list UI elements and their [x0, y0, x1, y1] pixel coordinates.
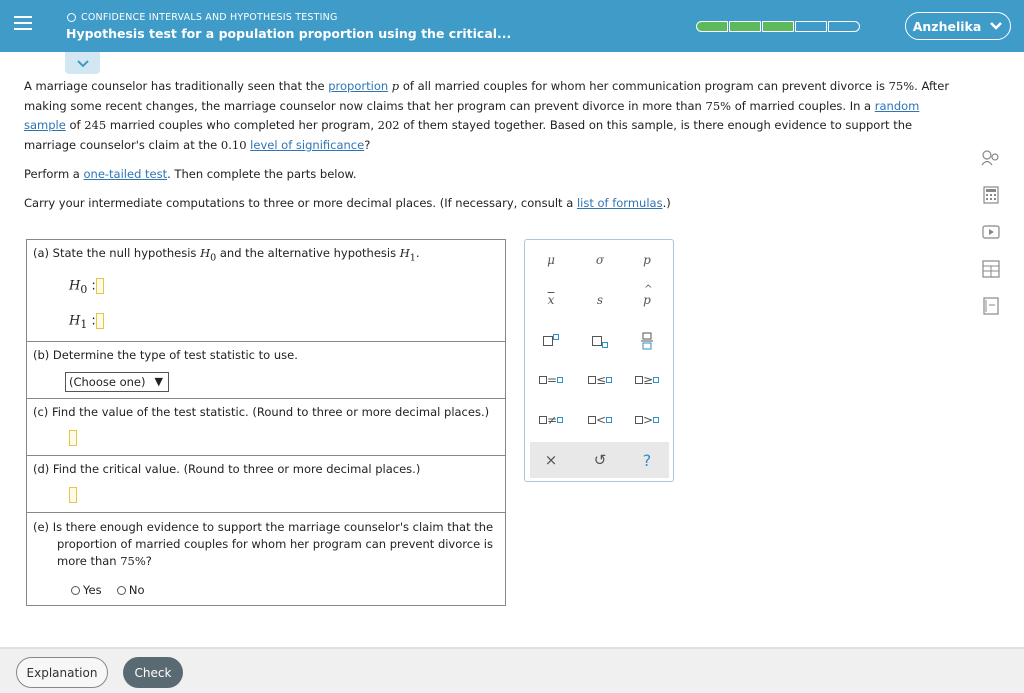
- equals-button[interactable]: =: [531, 369, 571, 391]
- textbook-icon[interactable]: [980, 295, 1002, 317]
- h1-row: $H_1$ :: [69, 313, 104, 331]
- critical-value-input[interactable]: [69, 487, 77, 503]
- link-level-of-significance[interactable]: level of significance: [250, 137, 365, 152]
- part-e: (e) Is there enough evidence to support the marriage counselor's claim that the proportion of married couples for whom her program can prevent divorce is more than 75%? Yes No: [33, 520, 494, 597]
- right-toolbar: [980, 147, 1004, 332]
- progress-segment: [795, 21, 827, 32]
- top-bar: [0, 0, 1024, 52]
- palette-actions: [530, 442, 669, 478]
- h1-input[interactable]: [96, 313, 104, 329]
- phat-button[interactable]: ^ p: [643, 284, 653, 307]
- p-button[interactable]: p: [643, 253, 651, 267]
- part-a: (a) State the null hypothesis $H_0$ and the alternative hypothesis $H_1$. $H_0$ : $H_1$ :: [27, 240, 505, 342]
- link-proportion[interactable]: proportion: [328, 79, 389, 93]
- h0-row: $H_0$ :: [69, 278, 104, 296]
- undo-icon[interactable]: ↺: [593, 451, 607, 469]
- part-d: (d) Find the critical value. (Round to three or more decimal places.): [27, 456, 505, 513]
- mu-button[interactable]: μ: [547, 253, 555, 267]
- menu-icon[interactable]: [14, 16, 32, 34]
- test-statistic-input[interactable]: [69, 430, 77, 446]
- progress-segment: [696, 21, 728, 32]
- chevron-down-icon: [76, 59, 90, 68]
- question-box: [26, 239, 506, 606]
- topic-label: CONFIDENCE INTERVALS AND HYPOTHESIS TESTING: [81, 12, 338, 23]
- symbol-palette: [524, 239, 674, 482]
- yes-no-group: Yes No: [71, 583, 145, 597]
- ask-tutor-icon[interactable]: [980, 147, 1002, 169]
- part-b: (b) Determine the type of test statistic to use. (Choose one) ▼: [27, 342, 505, 399]
- s-button[interactable]: s: [596, 293, 604, 307]
- problem-statement: A marriage counselor has traditionally seen that the proportion p of all married couples for whom her communication program can prevent divorce is 75%. After making some recent changes, the marriage counselor now claims that her program can prevent divorce in more than 75% of married couples. In a random sample of 245 married couples who completed her program, 202 of them stayed together. Based on this sample, is there enough evidence to support the marriage counselor's claim at the 0.10 level of significance?: [24, 79, 950, 152]
- xbar-button[interactable]: $\overline{x}$: [547, 293, 555, 307]
- link-random-sample[interactable]: random sample: [24, 98, 920, 132]
- subscript-button[interactable]: [580, 330, 620, 352]
- topic-line: [67, 12, 338, 23]
- sigma-button[interactable]: σ: [595, 253, 605, 267]
- link-one-tailed-test[interactable]: one-tailed test: [83, 167, 168, 181]
- radio-yes[interactable]: [71, 586, 80, 595]
- calculator-icon[interactable]: [980, 184, 1002, 206]
- instruction-carry: Carry your intermediate computations to three or more decimal places. (If necessary, consult a list of formulas.): [24, 196, 671, 210]
- less-than-button[interactable]: <: [580, 409, 620, 431]
- h0-input[interactable]: [96, 278, 104, 294]
- chevron-down-icon: [989, 21, 1003, 31]
- user-name: Anzhelika: [912, 18, 982, 34]
- link-list-of-formulas[interactable]: list of formulas: [576, 196, 663, 210]
- data-table-icon[interactable]: [980, 258, 1002, 280]
- instruction-perform: Perform a one-tailed test. Then complete the parts below.: [24, 167, 357, 181]
- dropdown-arrow-icon: ▼: [154, 375, 163, 388]
- explanation-button[interactable]: Explanation: [16, 657, 108, 688]
- fraction-button[interactable]: [627, 330, 667, 352]
- greater-than-button[interactable]: >: [627, 409, 667, 431]
- part-c: (c) Find the value of the test statistic. (Round to three or more decimal places.): [27, 399, 505, 456]
- less-equal-button[interactable]: ≤: [580, 369, 620, 391]
- superscript-button[interactable]: [531, 330, 571, 352]
- not-equal-button[interactable]: ≠: [531, 409, 571, 431]
- collapse-toggle[interactable]: [65, 52, 100, 74]
- footer-bar: [0, 647, 1024, 693]
- help-icon[interactable]: ?: [642, 450, 652, 470]
- radio-no[interactable]: [117, 586, 126, 595]
- topic-status-icon: [67, 13, 76, 22]
- progress-segment: [828, 21, 860, 32]
- progress-bar: [696, 21, 861, 32]
- user-menu-button[interactable]: [905, 12, 1011, 40]
- test-statistic-select[interactable]: (Choose one) ▼: [65, 372, 169, 392]
- greater-equal-button[interactable]: ≥: [627, 369, 667, 391]
- check-button[interactable]: Check: [123, 657, 183, 688]
- progress-segment: [762, 21, 794, 32]
- clear-icon[interactable]: ×: [544, 451, 558, 469]
- progress-segment: [729, 21, 761, 32]
- page-title: Hypothesis test for a population proportion using the critical...: [66, 26, 512, 41]
- video-icon[interactable]: [980, 221, 1002, 243]
